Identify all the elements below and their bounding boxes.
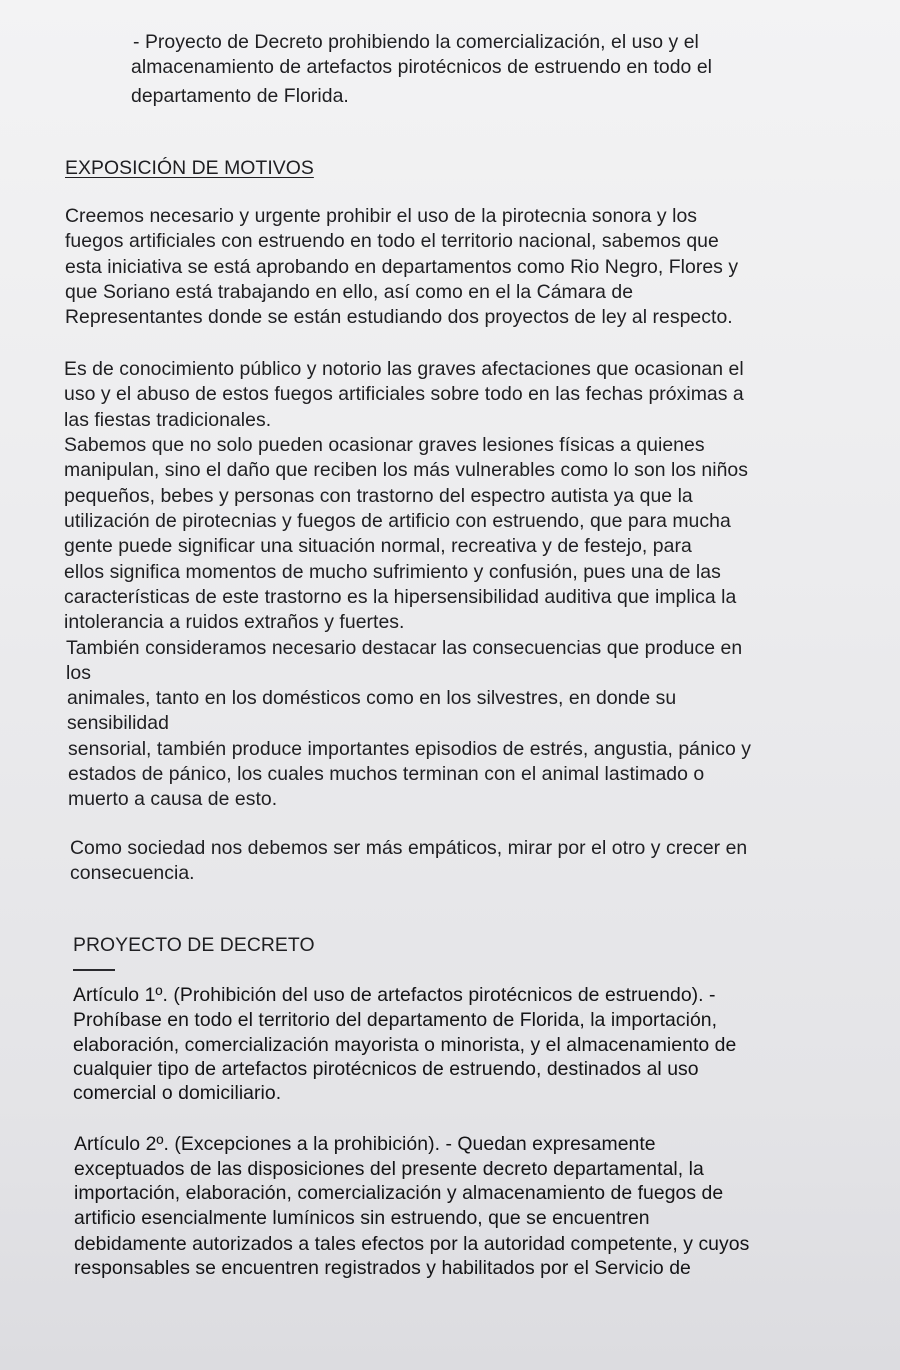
- paragraph-line: que Soriano está trabajando en ello, así como en el la Cámara de: [65, 281, 634, 303]
- paragraph-line: sensibilidad: [67, 712, 169, 734]
- article-line: Artículo 2º. (Excepciones a la prohibición). - Quedan expresamente: [74, 1133, 656, 1155]
- paragraph-line: uso y el abuso de estos fuegos artificiales sobre todo en las fechas próximas a: [64, 383, 744, 405]
- paragraph-line: las fiestas tradicionales.: [64, 409, 272, 431]
- article-line: importación, elaboración, comercialización y almacenamiento de fuegos de: [74, 1182, 724, 1204]
- paragraph-line: Sabemos que no solo pueden ocasionar graves lesiones físicas a quienes: [64, 434, 705, 456]
- intro-line: almacenamiento de artefactos pirotécnicos de estruendo en todo el: [131, 56, 713, 78]
- article-line: Prohíbase en todo el territorio del departamento de Florida, la importación,: [73, 1009, 718, 1031]
- paragraph-line: muerto a causa de esto.: [68, 788, 278, 810]
- heading-rule: [73, 969, 115, 971]
- paragraph-line: Es de conocimiento público y notorio las graves afectaciones que ocasionan el: [64, 358, 744, 380]
- exposicion-heading: EXPOSICIÓN DE MOTIVOS: [65, 157, 314, 179]
- paragraph-line: intolerancia a ruidos extraños y fuertes.: [64, 611, 405, 633]
- paragraph-line: animales, tanto en los domésticos como en los silvestres, en donde su: [67, 687, 677, 709]
- proyecto-heading: PROYECTO DE DECRETO: [73, 934, 315, 956]
- intro-line: - Proyecto de Decreto prohibiendo la comercialización, el uso y el: [133, 31, 699, 53]
- paragraph-line: Representantes donde se están estudiando dos proyectos de ley al respecto.: [65, 306, 733, 328]
- paragraph-line: ellos significa momentos de mucho sufrimiento y confusión, pues una de las: [64, 561, 721, 583]
- paragraph-line: sensorial, también produce importantes episodios de estrés, angustia, pánico y: [68, 738, 751, 760]
- article-line: artificio esencialmente lumínicos sin estruendo, que se encuentren: [74, 1207, 650, 1229]
- intro-line: departamento de Florida.: [131, 85, 349, 107]
- article-line: cualquier tipo de artefactos pirotécnicos de estruendo, destinados al uso: [73, 1058, 699, 1080]
- paragraph-line: fuegos artificiales con estruendo en todo el territorio nacional, sabemos que: [65, 230, 719, 252]
- paragraph-line: esta iniciativa se está aprobando en departamentos como Rio Negro, Flores y: [65, 256, 739, 278]
- article-line: Artículo 1º. (Prohibición del uso de artefactos pirotécnicos de estruendo). -: [73, 984, 716, 1006]
- paragraph-line: gente puede significar una situación normal, recreativa y de festejo, para: [64, 535, 692, 557]
- article-line: elaboración, comercialización mayorista o minorista, y el almacenamiento de: [73, 1034, 737, 1056]
- paragraph-line: estados de pánico, los cuales muchos terminan con el animal lastimado o: [68, 763, 705, 785]
- paragraph-line: utilización de pirotecnias y fuegos de artificio con estruendo, que para mucha: [64, 510, 731, 532]
- paragraph-line: pequeños, bebes y personas con trastorno del espectro autista ya que la: [64, 485, 693, 507]
- paragraph-line: También consideramos necesario destacar las consecuencias que produce en: [66, 637, 743, 659]
- article-line: debidamente autorizados a tales efectos por la autoridad competente, y cuyos: [74, 1233, 750, 1255]
- paragraph-line: Creemos necesario y urgente prohibir el uso de la pirotecnia sonora y los: [65, 205, 698, 227]
- paragraph-line: características de este trastorno es la hipersensibilidad auditiva que implica la: [64, 586, 737, 608]
- article-line: comercial o domiciliario.: [73, 1082, 282, 1104]
- paragraph-line: los: [66, 662, 91, 684]
- paragraph-line: consecuencia.: [70, 862, 195, 884]
- article-line: exceptuados de las disposiciones del presente decreto departamental, la: [74, 1158, 704, 1180]
- paragraph-line: Como sociedad nos debemos ser más empáticos, mirar por el otro y crecer en: [70, 837, 748, 859]
- paragraph-line: manipulan, sino el daño que reciben los más vulnerables como lo son los niños: [64, 459, 748, 481]
- article-line: responsables se encuentren registrados y habilitados por el Servicio de: [74, 1257, 691, 1279]
